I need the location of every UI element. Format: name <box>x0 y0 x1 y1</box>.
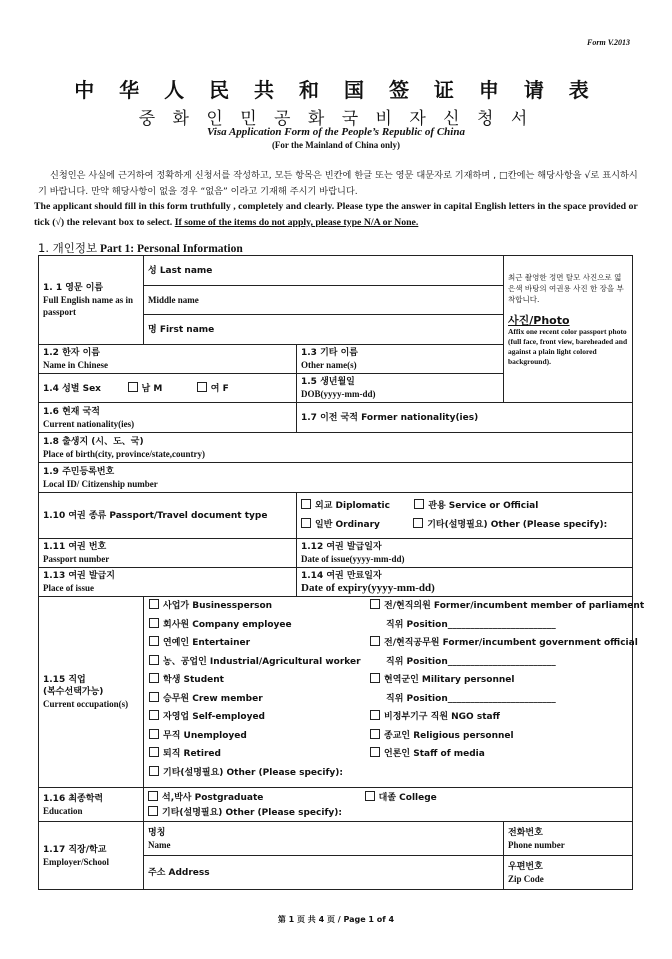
field-1-7-label: 1.7 이전 국적 Former nationality(ies) <box>301 413 479 423</box>
occ-government-position[interactable]: 직위 Position________________________ <box>386 656 556 667</box>
passport-type-options <box>297 493 633 539</box>
field-1-16 <box>39 788 144 822</box>
field-1-6-english: Current nationality(ies) <box>43 418 135 429</box>
employer-zip-english: Zip Code <box>508 873 544 884</box>
occ-crew-member-checkbox[interactable] <box>149 692 159 702</box>
college-checkbox[interactable] <box>365 791 375 801</box>
field-1-5-korean: 1.5 생년월일 <box>301 377 355 387</box>
field-1-8-english: Place of birth(city, province/state,country) <box>43 448 206 459</box>
education-other-checkbox[interactable] <box>148 806 158 816</box>
occ-industrial-worker-label: 농、공업인 Industrial/Agricultural worker <box>163 656 361 667</box>
first-name-field[interactable] <box>144 315 504 345</box>
middle-name-label: Middle name <box>148 295 199 305</box>
postgraduate-checkbox[interactable] <box>148 791 158 801</box>
field-1-10 <box>39 493 297 539</box>
field-1-9-korean: 1.9 주민등록번호 <box>43 466 115 477</box>
employer-phone-english: Phone number <box>508 839 565 850</box>
occ-company-employee-checkbox[interactable] <box>149 618 159 628</box>
ordinary-label: 일반 Ordinary <box>315 519 380 530</box>
occ-parliament-checkbox[interactable] <box>370 599 380 609</box>
title-english: Visa Application Form of the People’s Republic of China <box>207 126 465 138</box>
field-1-2-english: Name in Chinese <box>43 360 108 370</box>
field-1-6[interactable] <box>39 403 297 433</box>
field-1-16-english: Education <box>43 805 83 816</box>
occ-media-label: 언론인 Staff of media <box>384 749 485 759</box>
last-name-label: 성 Last name <box>148 266 213 276</box>
instructions-english-underlined: If some of the items do not apply, please type N/A or None. <box>174 217 419 228</box>
instructions-english <box>34 199 638 231</box>
photo-box[interactable] <box>504 256 633 403</box>
occ-government-official-checkbox[interactable] <box>370 636 380 646</box>
title-chinese: 中 华 人 民 共 和 国 签 证 申 请 表 <box>74 78 598 102</box>
title-subtitle: (For the Mainland of China only) <box>271 140 401 150</box>
middle-name-field[interactable] <box>144 286 504 315</box>
section-1-korean: 1. 개인정보 <box>38 241 98 255</box>
page-footer: 第 1 页 共 4 页 / Page 1 of 4 <box>277 915 395 924</box>
field-1-4 <box>39 374 297 403</box>
field-1-2-korean: 1.2 한자 이름 <box>43 348 100 358</box>
occ-other-label: 기타(설명필요) Other (Please specify): <box>163 767 343 778</box>
field-1-15-korean: 1.15 직업 <box>43 675 86 685</box>
occ-industrial-worker-checkbox[interactable] <box>149 655 159 665</box>
female-label: 여 F <box>210 383 229 394</box>
employer-address-field[interactable] <box>144 856 504 890</box>
occ-company-employee-label: 회사원 Company employee <box>163 619 292 630</box>
occ-student-label: 학생 Student <box>163 675 224 685</box>
occ-military-checkbox[interactable] <box>370 673 380 683</box>
field-1-14-english: Date of expiry(yyyy-mm-dd) <box>301 582 435 594</box>
photo-note: 최근 촬영한 정면 탈모 사진으로 엷은색 바탕의 여권용 사진 한 장을 부착합니다. <box>508 273 624 304</box>
first-name-label: 명 First name <box>148 325 215 335</box>
field-1-6-korean: 1.6 현재 국적 <box>43 406 100 417</box>
personal-info-table <box>38 255 645 890</box>
field-1-3-english: Other name(s) <box>301 360 357 370</box>
diplomatic-checkbox[interactable] <box>301 499 311 509</box>
employer-zip-korean: 우편번호 <box>508 861 543 872</box>
instructions-korean: 신청인은 사실에 근거하여 정확하게 신청서를 작성하고, 모든 항목은 빈칸에 한글 또는 영문 대문자로 기재하며 , □칸에는 해당사항을 √로 표시하시기 바랍니다. 만약 해당사항이 없을 경우 “없음” 이라고 기재해 주시기 바랍니다. <box>38 170 638 197</box>
section-1-heading <box>38 240 243 256</box>
field-1-8-korean: 1.8 출생지 (시、도、국) <box>43 436 144 447</box>
occ-crew-member-label: 승무원 Crew member <box>163 693 263 704</box>
field-1-5-english: DOB(yyyy-mm-dd) <box>301 389 376 399</box>
field-1-11[interactable] <box>39 539 297 568</box>
occupation-left-column <box>144 597 370 782</box>
passport-other-label: 기타(설명필요) Other (Please specify): <box>427 519 608 530</box>
occ-military-position[interactable]: 직위 Position________________________ <box>386 693 556 704</box>
field-1-3-korean: 1.3 기타 이름 <box>301 348 358 358</box>
field-1-16-korean: 1.16 최종학력 <box>43 793 104 804</box>
field-1-13[interactable] <box>39 568 297 597</box>
last-name-field[interactable] <box>144 256 504 286</box>
male-checkbox[interactable] <box>128 382 138 392</box>
field-1-7[interactable] <box>297 403 633 433</box>
occ-self-employed-label: 자영업 Self-employed <box>163 712 265 722</box>
occ-parliament-position[interactable]: 직위 Position________________________ <box>386 619 556 630</box>
field-1-17-english: Employer/School <box>43 856 110 867</box>
employer-address-label: 주소 Address <box>148 868 210 878</box>
field-1-17-korean: 1.17 직장/학교 <box>43 844 107 855</box>
field-1-4-label: 1.4 성별 Sex <box>43 383 101 394</box>
occ-ngo-checkbox[interactable] <box>370 710 380 720</box>
employer-name-english: Name <box>148 839 171 850</box>
field-1-9[interactable] <box>39 463 633 493</box>
occ-businessperson-label: 사업가 Businessperson <box>163 601 273 611</box>
section-1-english: Part 1: Personal Information <box>99 243 243 255</box>
occ-unemployed-checkbox[interactable] <box>149 729 159 739</box>
field-1-17 <box>39 822 144 890</box>
occ-religious-checkbox[interactable] <box>370 729 380 739</box>
employer-name-korean: 명칭 <box>148 827 166 838</box>
occ-retired-checkbox[interactable] <box>149 747 159 757</box>
form-version: Form V.2013 <box>587 38 630 47</box>
field-1-1-label <box>39 256 144 345</box>
occ-entertainer-label: 연예인 Entertainer <box>163 638 251 648</box>
field-1-1-korean: 1. 1 영문 이름 <box>43 283 104 293</box>
title-korean: 중 화 인 민 공 화 국 비 자 신 청 서 <box>138 109 534 129</box>
occ-unemployed-label: 무직 Unemployed <box>163 730 247 741</box>
male-label: 남 M <box>141 383 163 394</box>
service-label: 관용 Service or Official <box>428 500 539 511</box>
field-1-10-label: 1.10 여권 종류 Passport/Travel document type <box>43 511 268 521</box>
occ-student-checkbox[interactable] <box>149 673 159 683</box>
instructions-english-main: The applicant should fill in this form truthfully , completely and clearly. Please type the answer in capital English letters in the space provided or tick (√) the relevant box to select. <box>34 201 638 228</box>
college-label: 대졸 College <box>378 792 437 803</box>
occ-retired-label: 퇴직 Retired <box>163 749 221 759</box>
field-1-11-english: Passport number <box>43 554 110 564</box>
employer-name-field[interactable] <box>144 822 504 856</box>
occ-self-employed-checkbox[interactable] <box>149 710 159 720</box>
diplomatic-label: 외교 Diplomatic <box>315 500 390 511</box>
occ-government-official-label: 전/현직공무원 Former/incumbent government official <box>384 638 638 648</box>
occ-media-checkbox[interactable] <box>370 747 380 757</box>
photo-title: 사진/Photo <box>508 314 570 327</box>
field-1-5[interactable] <box>297 374 504 403</box>
field-1-12[interactable] <box>297 539 633 568</box>
occ-ngo-label: 비정부기구 직원 NGO staff <box>384 712 500 722</box>
field-1-13-korean: 1.13 여권 발급지 <box>43 571 115 581</box>
field-1-12-korean: 1.12 여권 발급일자 <box>301 542 382 552</box>
employer-phone-field[interactable] <box>504 822 633 856</box>
field-1-14[interactable] <box>297 568 633 597</box>
field-1-15-english: Current occupation(s) <box>43 699 129 709</box>
field-1-12-english: Date of issue(yyyy-mm-dd) <box>301 554 405 564</box>
field-1-11-korean: 1.11 여권 번호 <box>43 542 107 552</box>
occupation-options <box>144 597 645 788</box>
postgraduate-label: 석,박사 Postgraduate <box>162 792 264 803</box>
occ-religious-label: 종교인 Religious personnel <box>384 730 514 741</box>
ordinary-checkbox[interactable] <box>301 518 311 528</box>
field-1-3[interactable] <box>297 345 504 374</box>
employer-phone-korean: 전화번호 <box>508 827 543 838</box>
female-checkbox[interactable] <box>197 382 207 392</box>
employer-zip-field[interactable] <box>504 856 633 890</box>
passport-other-checkbox[interactable] <box>413 518 423 528</box>
field-1-1-english: Full English name as in passport <box>43 295 134 317</box>
education-other-label: 기타(설명필요) Other (Please specify): <box>162 807 342 818</box>
field-1-15 <box>39 597 144 788</box>
occ-other-checkbox[interactable] <box>149 766 159 776</box>
occ-entertainer-checkbox[interactable] <box>149 636 159 646</box>
field-1-8[interactable] <box>39 433 633 463</box>
field-1-9-english: Local ID/ Citizenship number <box>43 478 158 489</box>
photo-instructions: Affix one recent color passport photo (full face, front view, bareheaded and against a plain light colored background). <box>508 327 628 366</box>
occ-military-label: 현역군인 Military personnel <box>384 675 515 685</box>
field-1-15-note: (복수선택가능) <box>43 687 104 697</box>
field-1-13-english: Place of issue <box>43 583 94 593</box>
education-options <box>144 788 633 822</box>
occ-parliament-label: 전/현직의원 Former/incumbent member of parliament <box>384 601 645 611</box>
field-1-2[interactable] <box>39 345 297 374</box>
service-checkbox[interactable] <box>414 499 424 509</box>
occ-businessperson-checkbox[interactable] <box>149 599 159 609</box>
field-1-14-korean: 1.14 여권 만료일자 <box>301 571 382 581</box>
occupation-right-column <box>370 597 645 782</box>
